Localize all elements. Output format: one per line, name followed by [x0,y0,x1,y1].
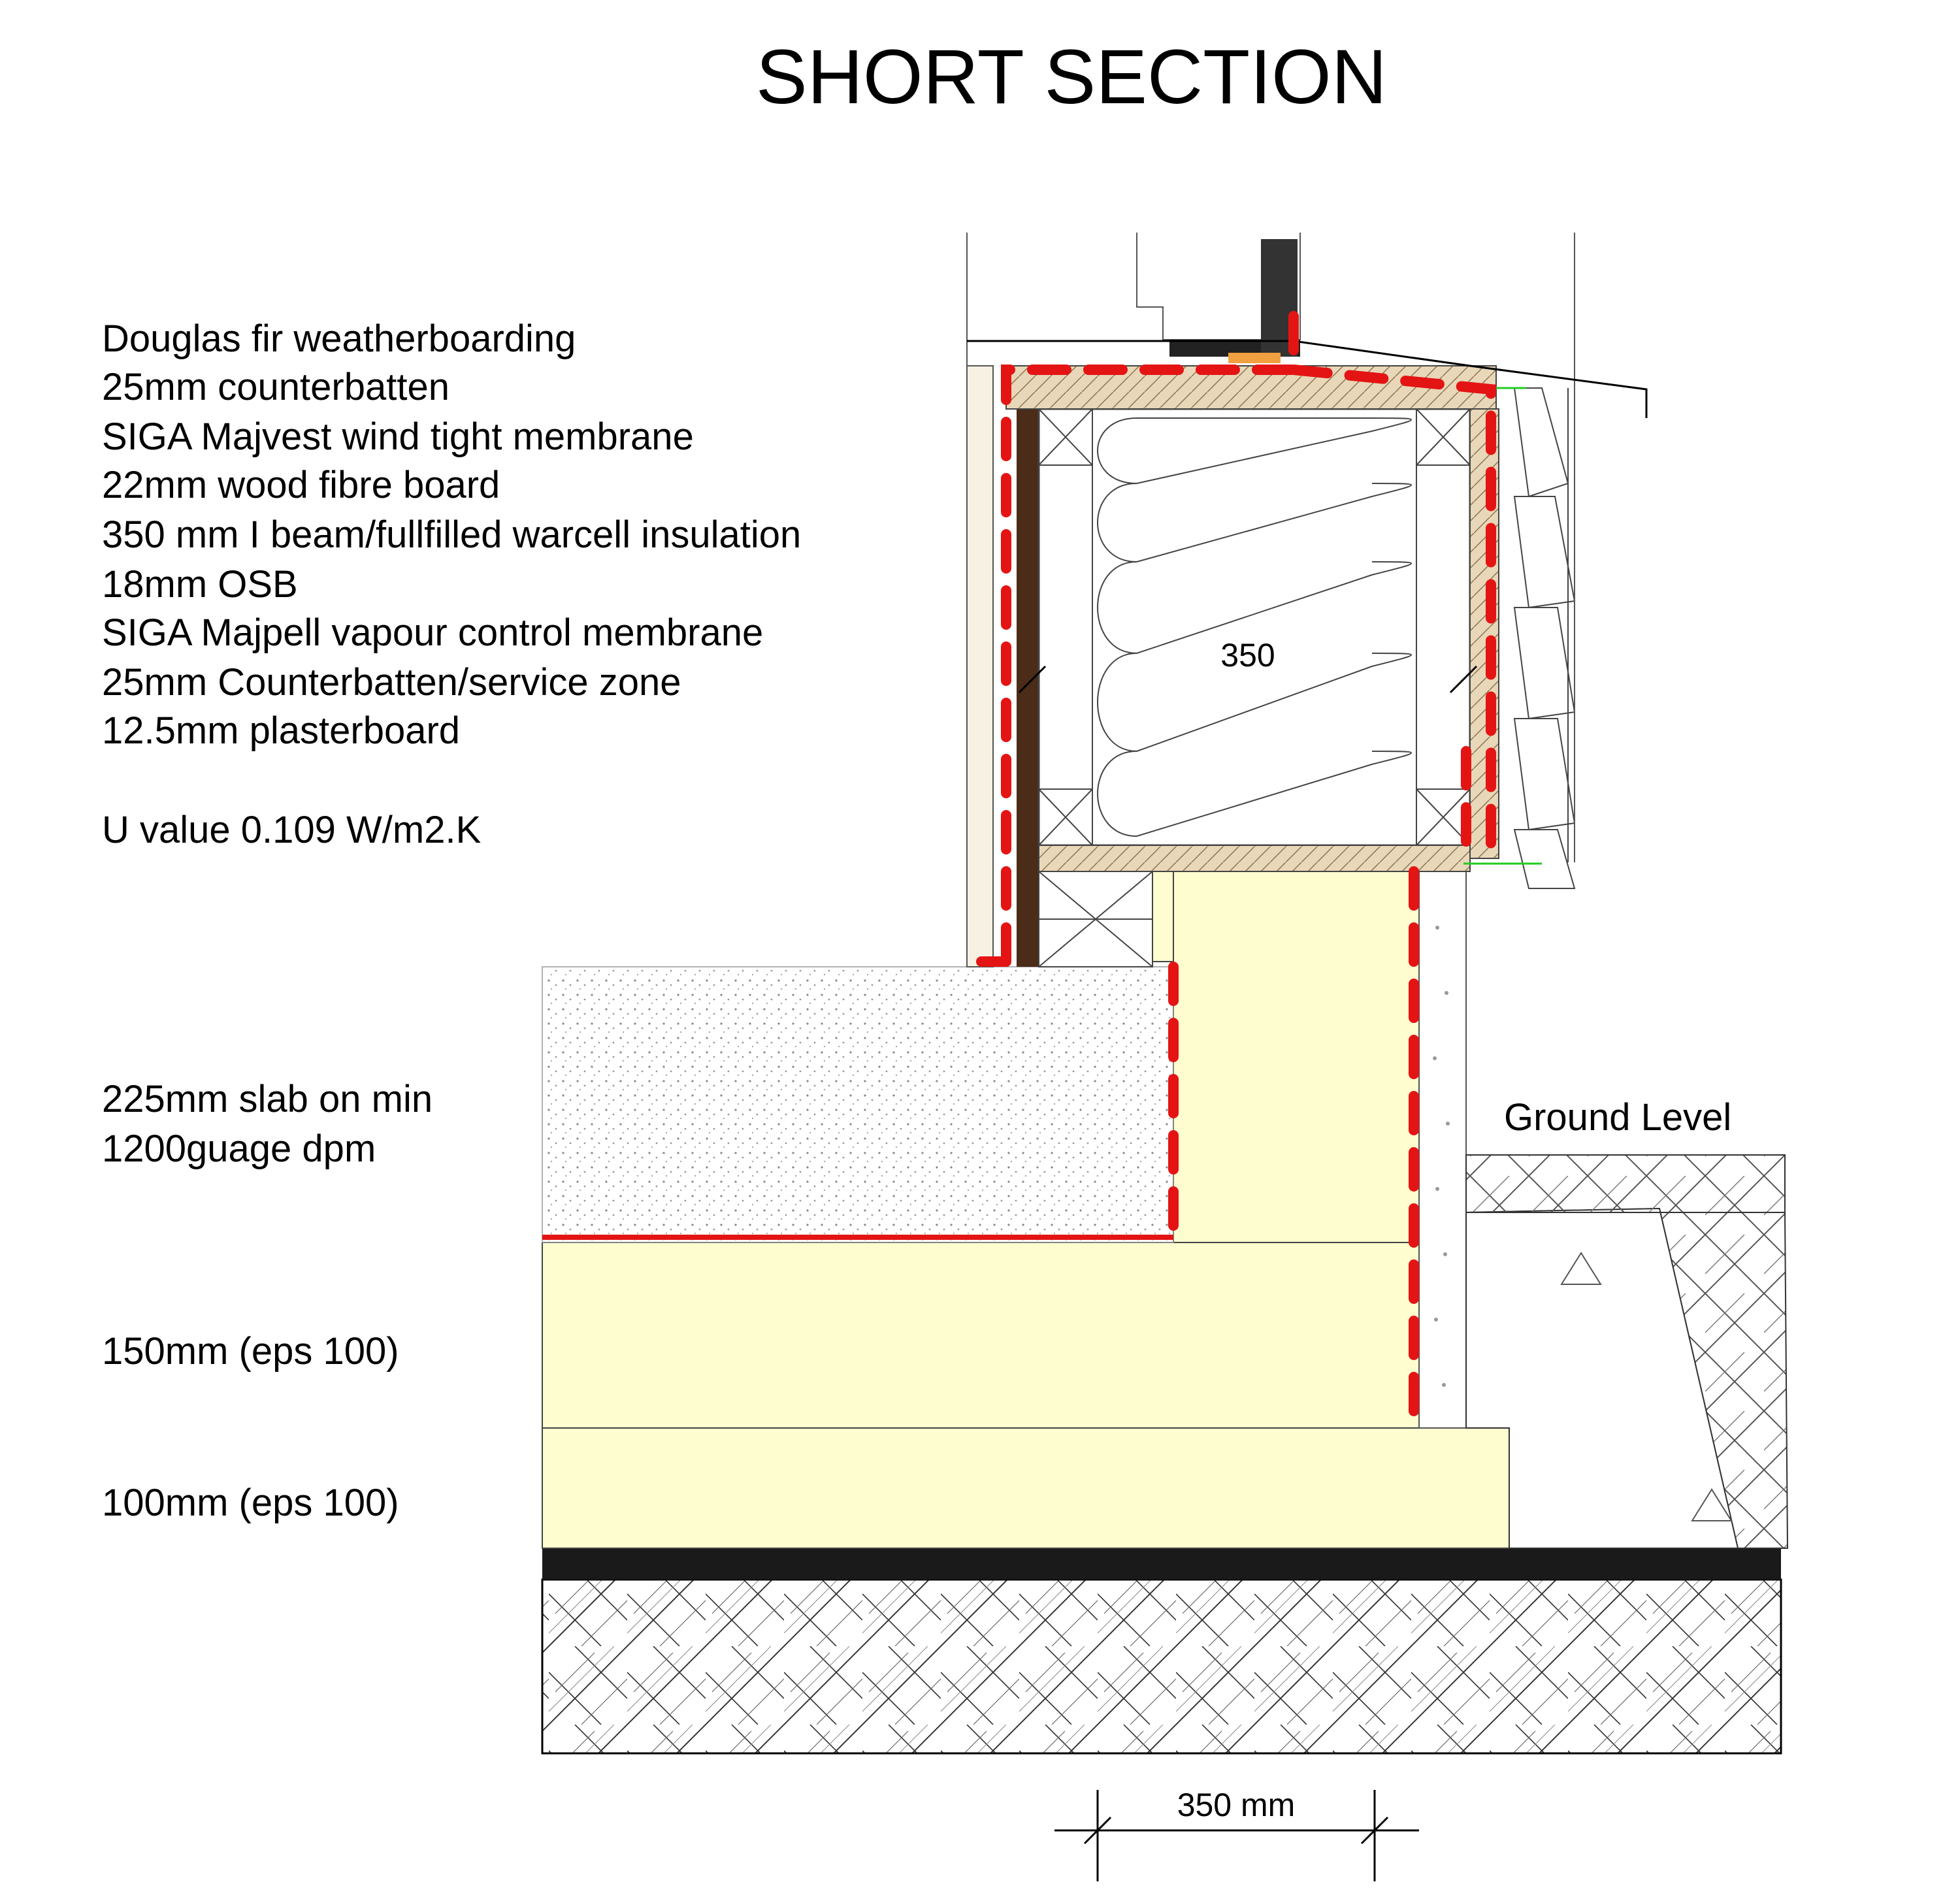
wall-layer-label: 25mm counterbatten [102,366,449,408]
wall-layer-label: 22mm wood fibre board [102,464,500,506]
earth-hatch [542,1580,1781,1753]
weatherboarding [1514,388,1575,888]
wall-layer-label: 350 mm I beam/fullfilled warcell insulation [102,513,802,556]
wall-layer-label: 18mm OSB [102,563,298,606]
eps-150-layer [542,1242,1470,1428]
eps-100-layer [542,1428,1509,1548]
eps-100-label: 100mm (eps 100) [102,1482,399,1524]
slab-label-line2: 1200guage dpm [102,1128,376,1170]
wall-layer-label: 25mm Counterbatten/service zone [102,661,681,704]
perimeter-insulation [1173,869,1419,1242]
wall-layer-label: SIGA Majvest wind tight membrane [102,415,694,458]
u-value-label: U value 0.109 W/m2.K [102,809,482,851]
wall-thickness-dimension: 350 [1220,637,1275,674]
wall-buildup-list [102,317,801,752]
concrete-slab [542,967,1173,1242]
dpm-strip [542,1548,1781,1580]
i-beam-insulation-cavity [1039,409,1470,845]
eps-150-label: 150mm (eps 100) [102,1330,399,1372]
bottom-dimension-label: 350 mm [1177,1787,1296,1823]
ground-level-label: Ground Level [1504,1096,1732,1139]
slab-label-line1: 225mm slab on min [102,1078,433,1120]
wall-layer-label: 12.5mm plasterboard [102,709,461,752]
perimeter-insulation-edge [1152,869,1173,962]
plasterboard-zone [967,366,993,967]
wall-layer-label: Douglas fir weatherboarding [102,317,576,360]
page-title: SHORT SECTION [755,34,1388,120]
wall-layer-label: SIGA Majpell vapour control membrane [102,611,764,654]
bottom-plate [1039,845,1470,871]
crosshatch-top-strip [1466,1155,1785,1212]
plinth-render [1419,869,1466,1428]
window-sill-orange [1228,353,1281,363]
